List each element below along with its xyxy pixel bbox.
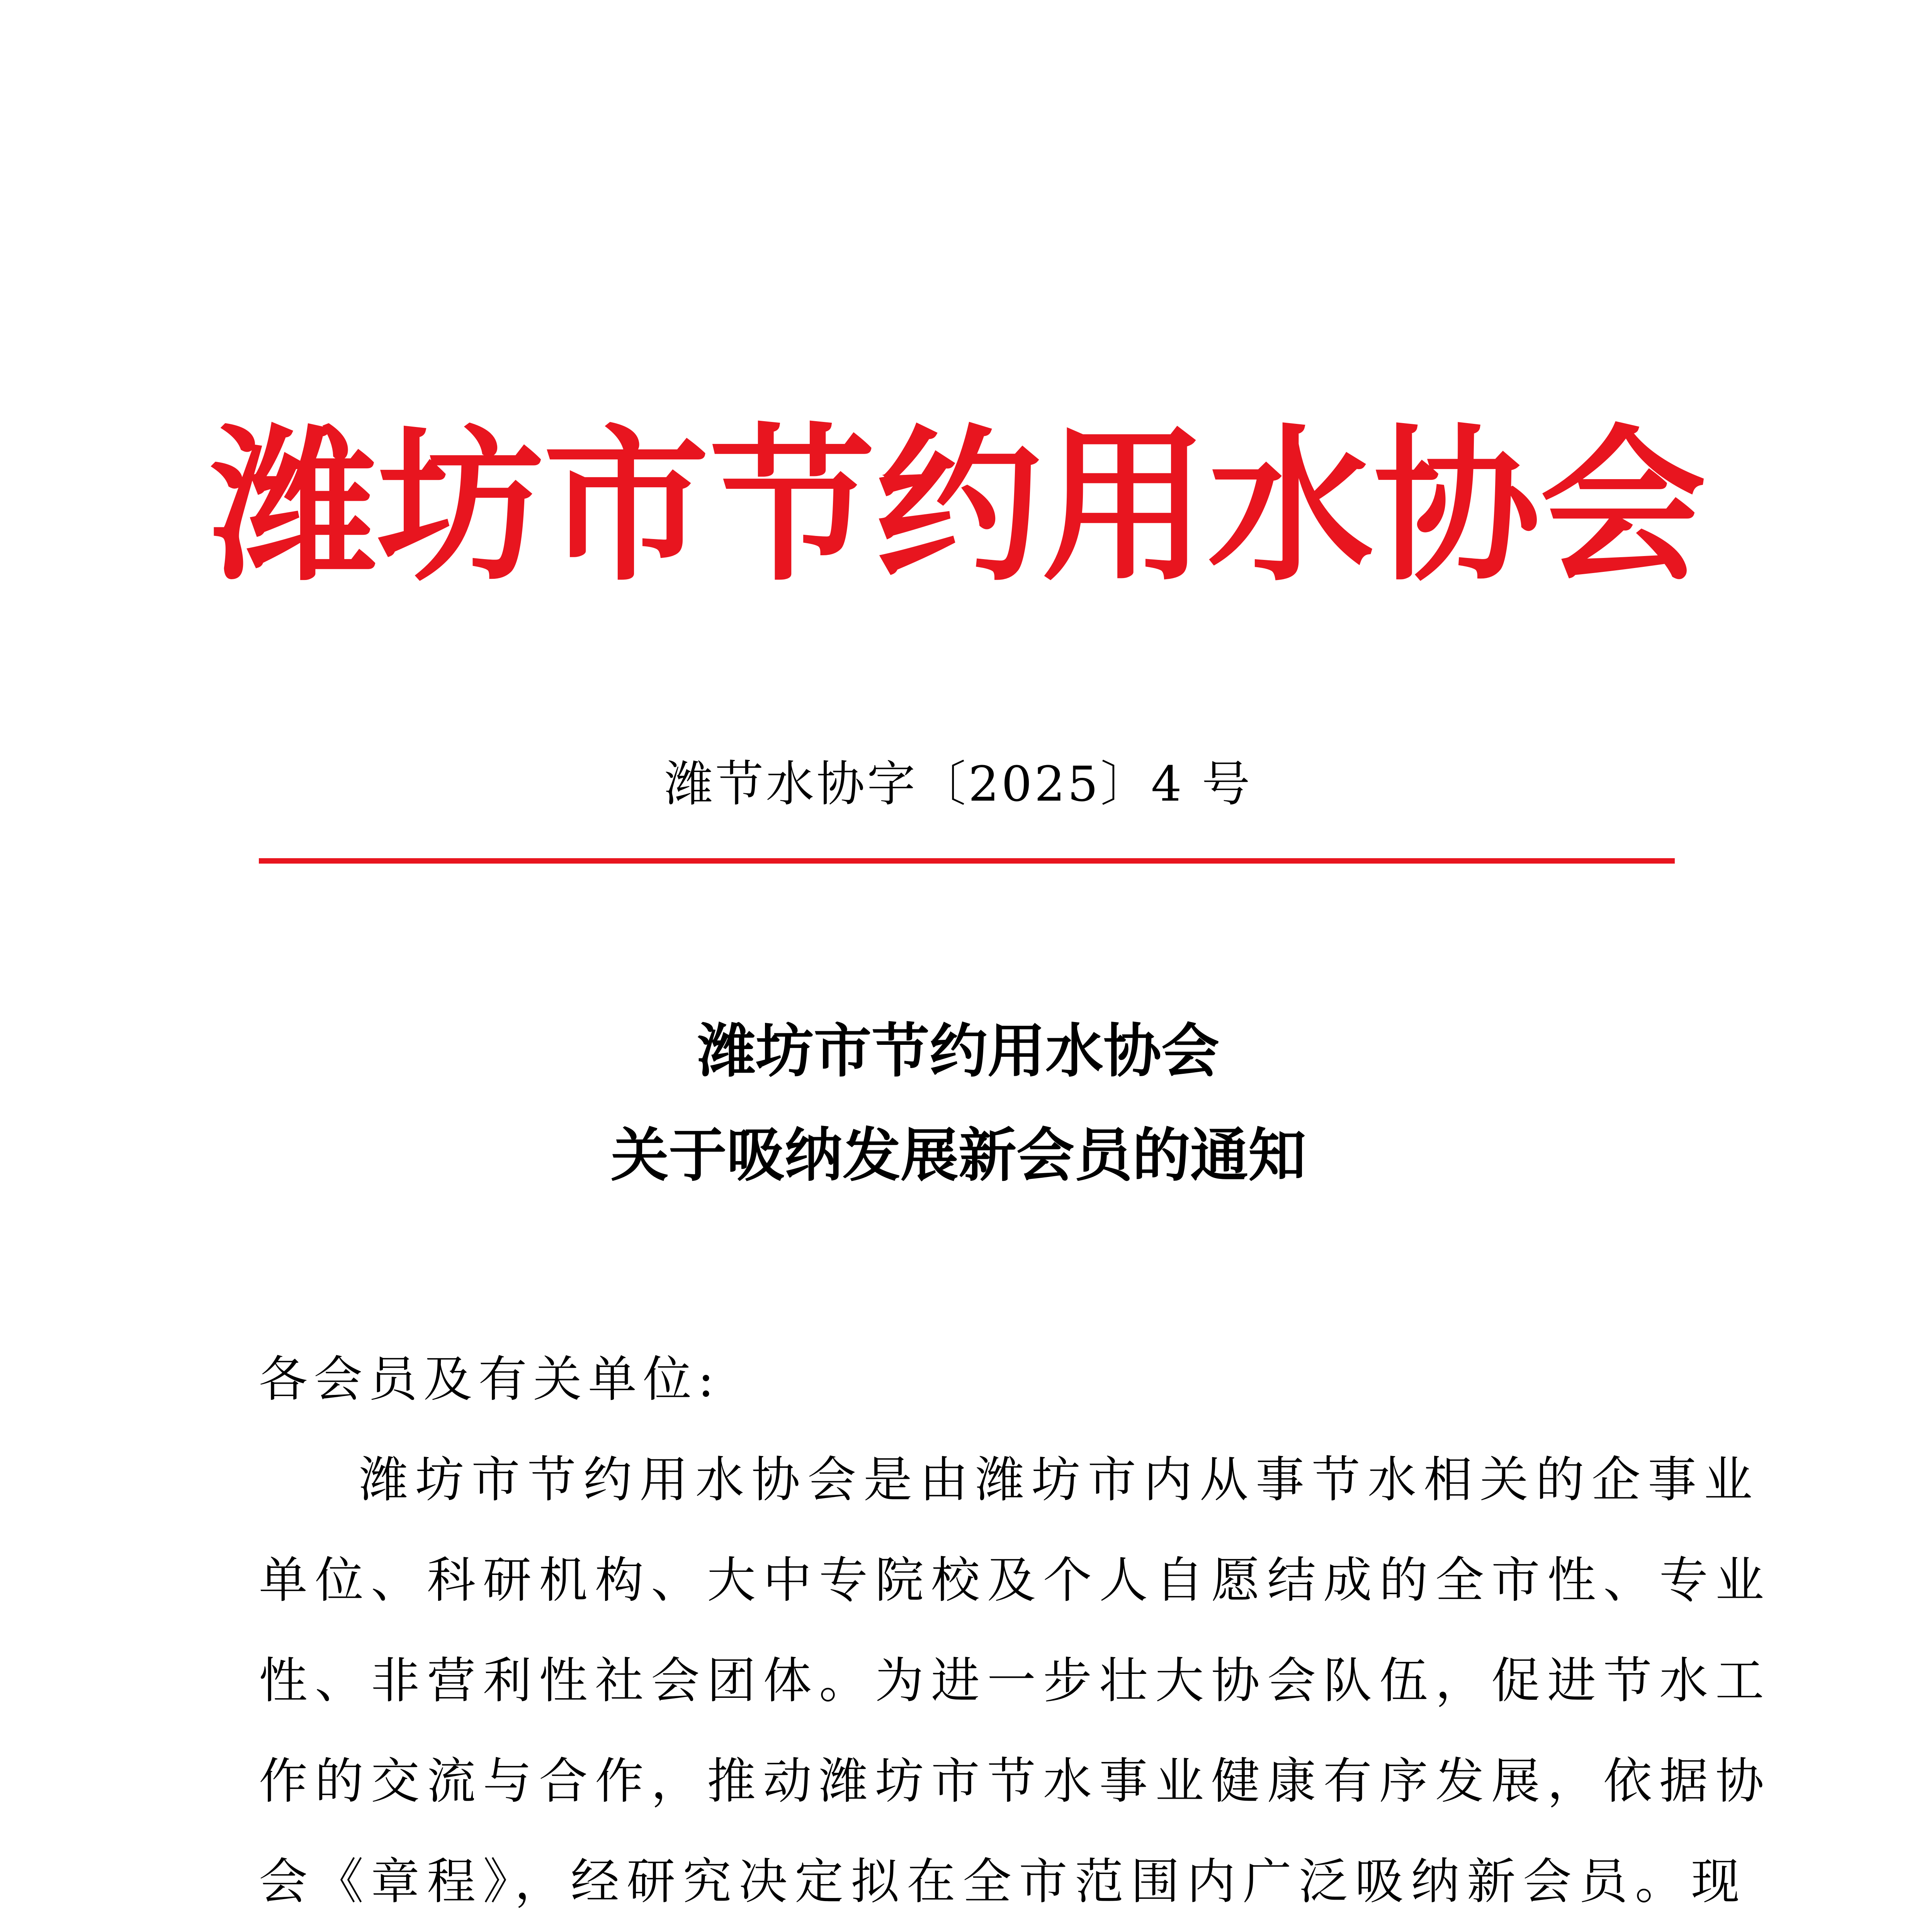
salutation: 各会员及有关单位: <box>259 1351 721 1408</box>
document-number: 潍节水协字〔2025〕4 号 <box>664 756 1253 812</box>
notice-title-line-2: 关于吸纳发展新会员的通知 <box>610 1121 1306 1189</box>
paragraph-line: 会《章程》，经研究决定拟在全市范围内广泛吸纳新会员。现 <box>259 1853 1747 1910</box>
notice-title-line-1: 潍坊市节约用水协会 <box>697 1017 1219 1085</box>
paragraph-line: 作的交流与合作，推动潍坊市节水事业健康有序发展，依据协 <box>259 1753 1771 1810</box>
paragraph-line: 性、非营利性社会团体。为进一步壮大协会队伍，促进节水工 <box>259 1652 1771 1709</box>
paragraph-line: 单位、科研机构、大中专院校及个人自愿结成的全市性、专业 <box>259 1552 1771 1609</box>
paragraph-line: 潍坊市节约用水协会是由潍坊市内从事节水相关的企事业 <box>359 1451 1760 1508</box>
red-divider-line <box>259 858 1675 864</box>
red-header-title: 潍坊市节约用水协会 <box>211 408 1706 604</box>
